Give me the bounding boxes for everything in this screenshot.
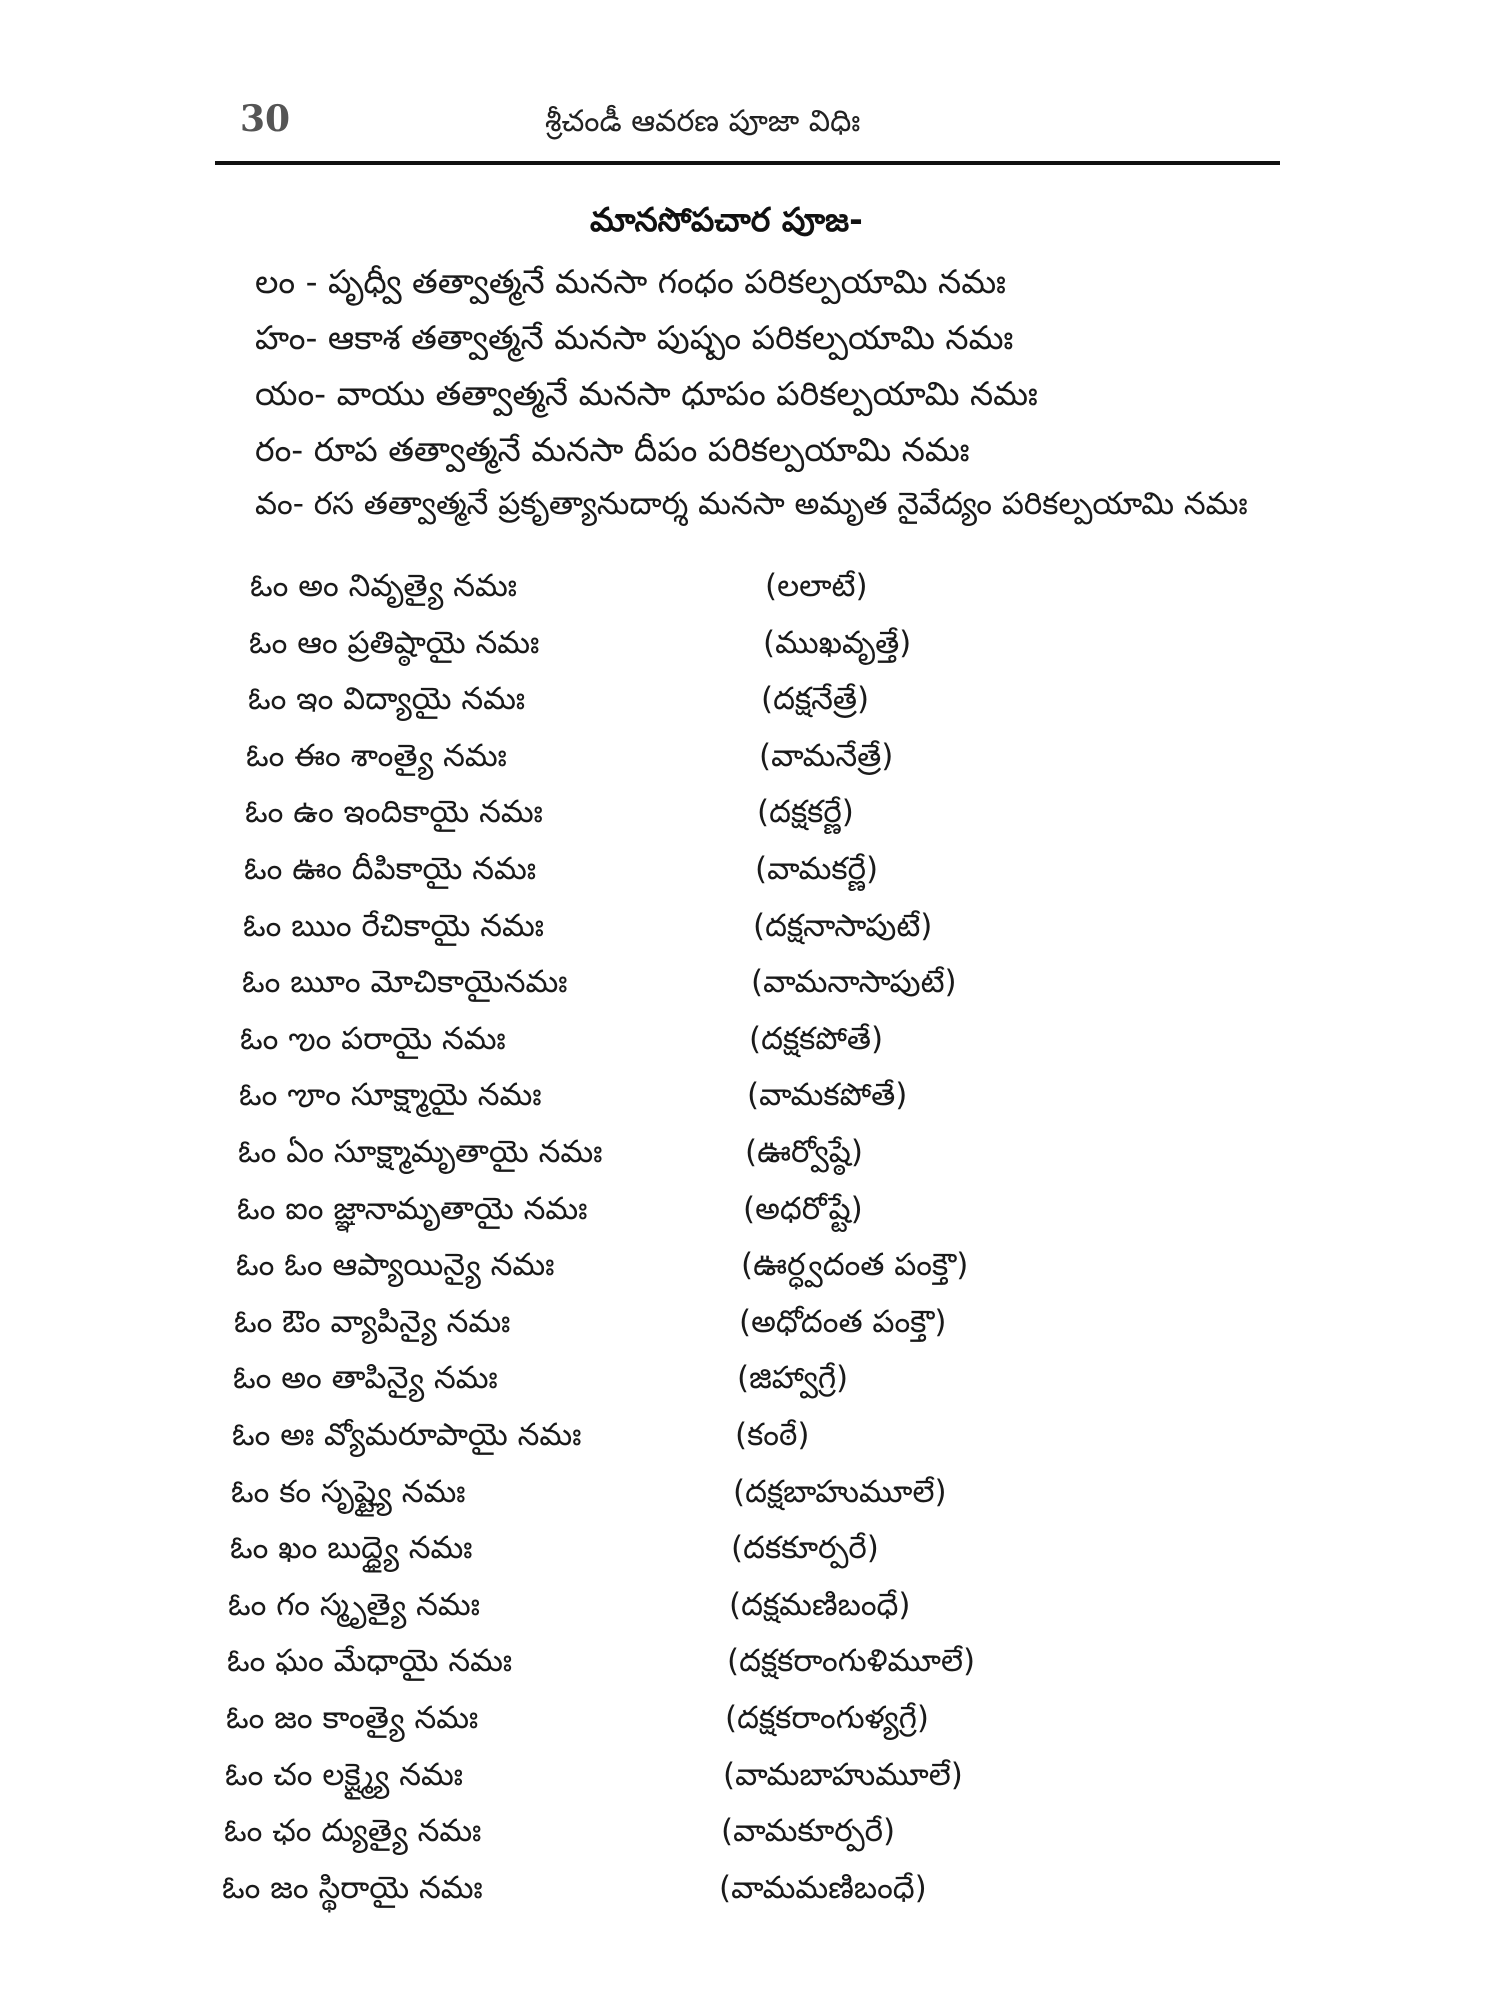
nyasa-row	[236, 1247, 1036, 1299]
nyasa-placement: (వామనాసాపుటే)	[751, 964, 957, 1000]
nyasa-mantra: ఓం ఘం మేధాయై నమః	[227, 1643, 513, 1679]
nyasa-mantra: ఓం అః వ్యోమరూపాయై నమః	[232, 1417, 582, 1453]
nyasa-mantra: ఓం ఉం ఇందికాయై నమః	[245, 794, 543, 830]
nyasa-mantra: ఓం ఔం వ్యాపిన్యై నమః	[234, 1304, 511, 1340]
nyasa-row	[246, 738, 1046, 790]
nyasa-row	[233, 1360, 1033, 1412]
nyasa-mantra: ఓం ఐం జ్ఞానామృతాయై నమః	[237, 1191, 588, 1227]
nyasa-row	[250, 568, 1050, 620]
nyasa-placement: (దక్షమణిబంధే)	[729, 1587, 911, 1623]
nyasa-placement: (వామకూర్పరే)	[721, 1813, 896, 1849]
section-heading: మానసోపచార పూజ-	[590, 200, 863, 239]
nyasa-mantra: ఓం ఇం విద్యాయై నమః	[248, 681, 526, 717]
nyasa-placement: (ముఖవృత్తే)	[763, 625, 912, 661]
nyasa-mantra: ఓం ఏం సూక్ష్మామృతాయై నమః	[238, 1134, 603, 1170]
upachara-line: లం - పృధ్వీ తత్వాత్మనే మనసా గంధం పరికల్పయామి నమః	[255, 262, 1006, 301]
nyasa-row	[245, 794, 1045, 846]
nyasa-row	[227, 1643, 1027, 1695]
nyasa-row	[244, 851, 1044, 903]
nyasa-row	[240, 1021, 1040, 1073]
nyasa-placement: (అధరోష్టే)	[743, 1191, 863, 1227]
header-rule	[215, 161, 1280, 165]
nyasa-placement: (కంఠే)	[735, 1417, 810, 1453]
nyasa-mantra: ఓం ఊం దీపికాయై నమః	[244, 851, 537, 887]
nyasa-row	[238, 1134, 1038, 1186]
nyasa-placement: (దక్షబాహుమూలే)	[733, 1474, 947, 1510]
nyasa-mantra: ఓం ఛం ద్యుత్యై నమః	[224, 1813, 482, 1849]
nyasa-row	[243, 908, 1043, 960]
nyasa-row	[248, 681, 1048, 733]
nyasa-placement: (వామమణిబంధే)	[719, 1870, 927, 1906]
nyasa-placement: (దక్షనాసాపుటే)	[753, 908, 933, 944]
nyasa-mantra: ఓం జం స్థిరాయై నమః	[222, 1870, 483, 1906]
nyasa-row	[226, 1700, 1026, 1752]
nyasa-placement: (దక్షకపోతే)	[749, 1021, 884, 1057]
nyasa-placement: (ఊర్వోష్ఠే)	[745, 1134, 863, 1170]
nyasa-placement: (ఊర్ధ్వదంత పంక్తౌ)	[741, 1247, 969, 1283]
nyasa-mantra: ఓం ఋం రేచికాయై నమః	[243, 908, 544, 944]
nyasa-mantra: ఓం ఆం ప్రతిష్ఠాయై నమః	[249, 625, 540, 661]
nyasa-row	[225, 1757, 1025, 1809]
nyasa-mantra: ఓం అం తాపిన్యై నమః	[233, 1360, 498, 1396]
page-number: 30	[240, 98, 291, 140]
nyasa-placement: (దక్షకర్ణే)	[757, 794, 854, 830]
nyasa-placement: (దక్షకరాంగుళిమూలే)	[727, 1643, 976, 1679]
upachara-line: హం- ఆకాశ తత్వాత్మనే మనసా పుష్పం పరికల్పయామి నమః	[255, 318, 1014, 357]
nyasa-row	[249, 625, 1049, 677]
nyasa-mantra: ఓం చం లక్ష్మ్యై నమః	[225, 1757, 463, 1793]
nyasa-mantra: ఓం ౡం సూక్ష్మాయై నమః	[239, 1077, 542, 1113]
nyasa-mantra: ఓం ౠం మోచికాయైనమః	[242, 964, 568, 1000]
nyasa-row	[239, 1077, 1039, 1129]
nyasa-row	[228, 1587, 1028, 1639]
nyasa-row	[234, 1304, 1034, 1356]
nyasa-placement: (వామకపోతే)	[747, 1077, 908, 1113]
nyasa-placement: (దక్షనేత్రే)	[761, 681, 870, 717]
nyasa-row	[231, 1474, 1031, 1526]
nyasa-row	[224, 1813, 1024, 1865]
upachara-line: వం- రస తత్వాత్మనే ప్రకృత్యానుదార్శ మనసా అమృత నైవేద్యం పరికల్పయామి నమః	[255, 486, 1248, 522]
nyasa-row	[230, 1530, 1030, 1582]
nyasa-placement: (దకకూర్పరే)	[731, 1530, 879, 1566]
nyasa-placement: (అధోదంత పంక్తౌ)	[739, 1304, 947, 1340]
nyasa-mantra: ఓం ఌం పరాయై నమః	[240, 1021, 506, 1057]
nyasa-placement: (లలాటే)	[765, 568, 868, 604]
nyasa-mantra: ఓం అం నివృత్యై నమః	[250, 568, 517, 604]
nyasa-mantra: ఓం జం కాంత్యై నమః	[226, 1700, 479, 1736]
nyasa-placement: (జిహ్వాగ్రే)	[737, 1360, 849, 1396]
nyasa-mantra: ఓం ఈం శాంత్యై నమః	[246, 738, 507, 774]
nyasa-row	[242, 964, 1042, 1016]
nyasa-mantra: ఓం ఖం బుద్ధ్యై నమః	[230, 1530, 473, 1566]
nyasa-placement: (వామబాహుమూలే)	[723, 1757, 963, 1793]
nyasa-row	[222, 1870, 1022, 1922]
nyasa-row	[237, 1191, 1037, 1243]
nyasa-mantra: ఓం ఓం ఆప్యాయిన్యై నమః	[236, 1247, 555, 1283]
nyasa-mantra: ఓం గం స్మృత్యై నమః	[228, 1587, 480, 1623]
nyasa-placement: (దక్షకరాంగుళ్యగ్రే)	[725, 1700, 929, 1736]
nyasa-placement: (వామకర్ణే)	[755, 851, 879, 887]
upachara-line: యం- వాయు తత్వాత్మనే మనసా ధూపం పరికల్పయామి నమః	[255, 374, 1038, 413]
upachara-line: రం- రూప తత్వాత్మనే మనసా దీపం పరికల్పయామి నమః	[255, 430, 970, 469]
nyasa-placement: (వామనేత్రే)	[759, 738, 894, 774]
nyasa-row	[232, 1417, 1032, 1469]
running-head-title: శ్రీచండీ ఆవరణ పూజా విధిః	[545, 104, 861, 139]
nyasa-mantra: ఓం కం సృష్ట్యై నమః	[231, 1474, 466, 1510]
